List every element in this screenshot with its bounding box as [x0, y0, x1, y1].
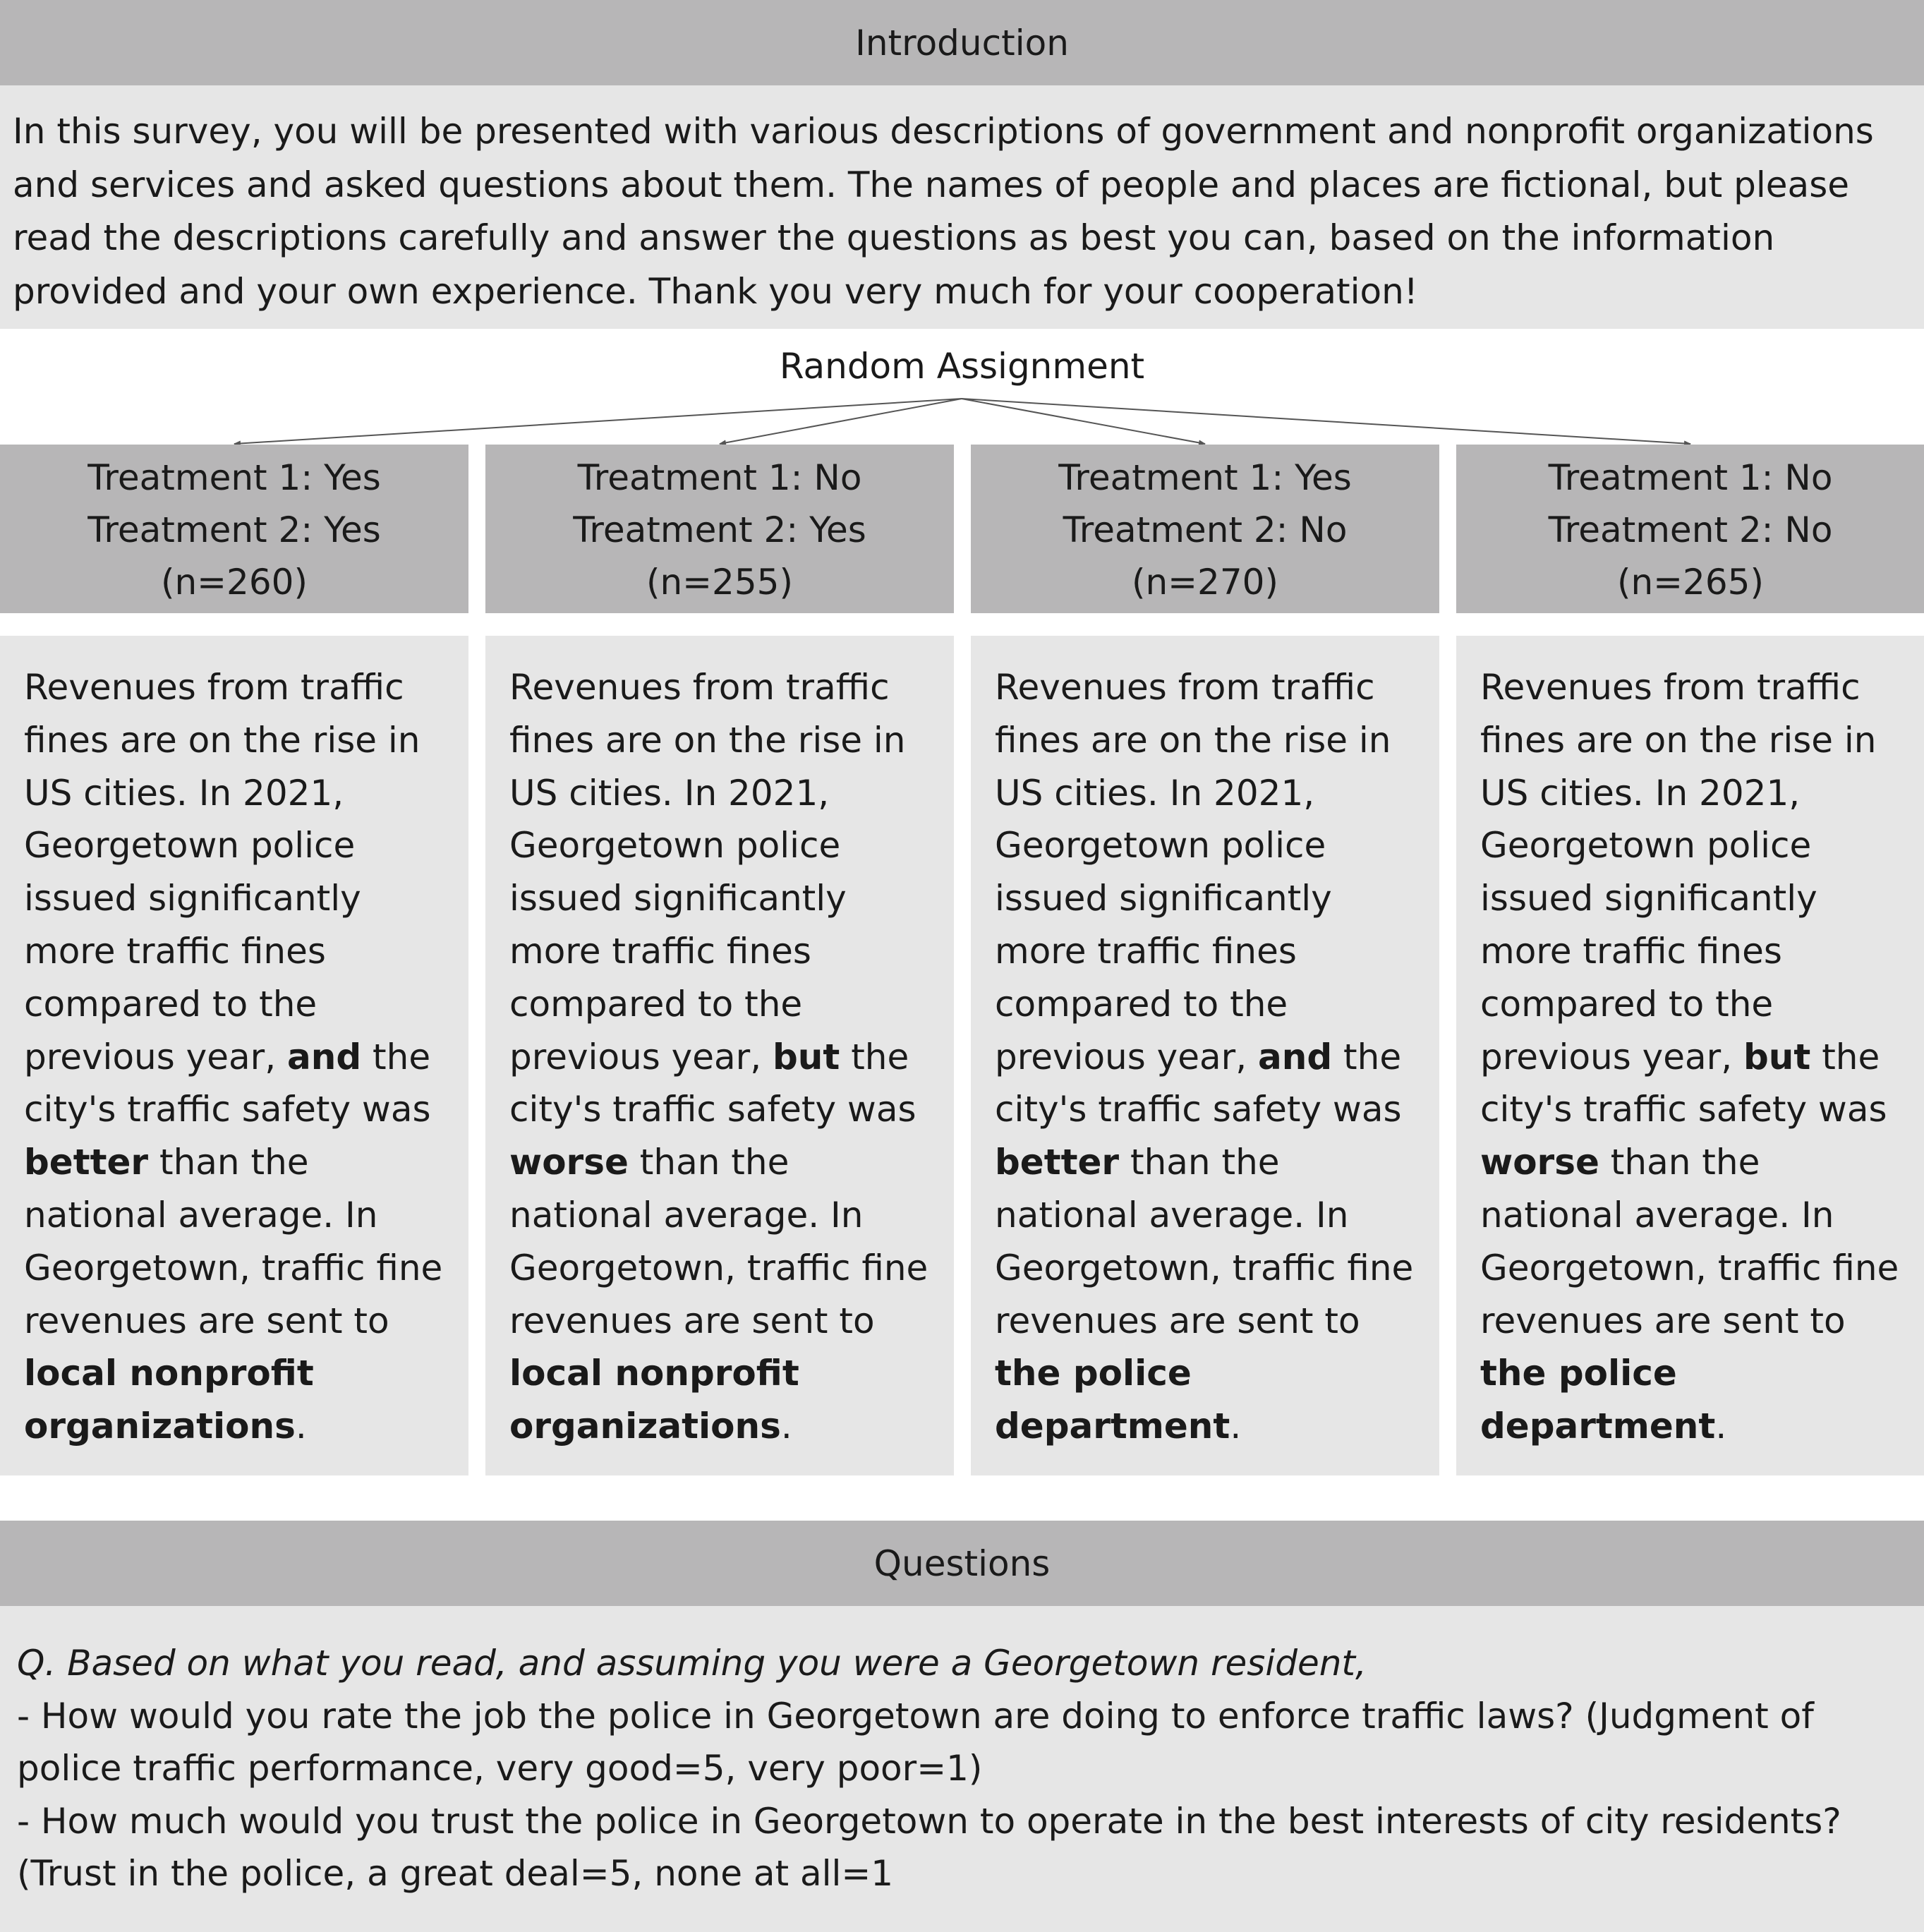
questions-title: Questions [873, 1542, 1051, 1584]
assignment-arrows [0, 0, 1924, 452]
group-4-text-d: . [1715, 1406, 1727, 1447]
group-4-text-b: the city's traffic safety was [1480, 1036, 1887, 1130]
group-1-treatment-2: Treatment 2: Yes [87, 509, 381, 550]
arrow-to-group-4 [962, 399, 1690, 444]
group-1-sample-size: (n=260) [160, 562, 308, 603]
group-3-text-d: . [1230, 1406, 1242, 1447]
group-2-text-c: than the national average. In Georgetown, traffic fine revenues are sent to [509, 1142, 928, 1341]
arrow-to-group-3 [962, 399, 1205, 444]
group-3-treatment-2: Treatment 2: No [1063, 509, 1348, 550]
question-1: - How would you rate the job the police in Georgetown are doing to enforce traffic laws? (Judgment of police traffic performance, very good=5, very poor=1) [17, 1695, 1814, 1789]
group-1-text-c: than the national average. In Georgetown, traffic fine revenues are sent to [24, 1142, 443, 1341]
group-1-bold-2: better [24, 1142, 149, 1183]
group-1-header [0, 445, 468, 613]
group-4-text-c: than the national average. In Georgetown, traffic fine revenues are sent to [1480, 1142, 1899, 1341]
group-1-text-b: the city's traffic safety was [24, 1036, 431, 1130]
group-2-text-d: . [780, 1406, 792, 1447]
group-2-treatment-2: Treatment 2: Yes [573, 509, 866, 550]
group-2-bold-3: local nonprofit organizations [509, 1353, 799, 1447]
arrow-to-group-1 [234, 399, 962, 444]
group-2-header [485, 445, 954, 613]
group-1-bold-3: local nonprofit organizations [24, 1353, 314, 1447]
questions-header [0, 1521, 1924, 1606]
introduction-text: In this survey, you will be presented with various descriptions of government and nonprofit organizations and services and asked questions about them. The names of people and places are fictional, but please read the descriptions carefully and answer the questions as best you can, based on the information provided and your own experience. Thank you very much for your cooperation! [13, 111, 1874, 312]
group-1-text-d: . [295, 1406, 307, 1447]
questions-body [0, 1606, 1924, 1932]
group-4-sample-size: (n=265) [1616, 562, 1765, 603]
group-4-vignette [1456, 636, 1924, 1475]
arrow-to-group-2 [720, 399, 962, 444]
group-2-vignette [485, 636, 954, 1475]
group-4-treatment-2: Treatment 2: No [1548, 509, 1833, 550]
group-4-treatment-1: Treatment 1: No [1548, 457, 1833, 498]
group-3-vignette [971, 636, 1439, 1475]
group-3-text-c: than the national average. In Georgetown, traffic fine revenues are sent to [995, 1142, 1414, 1341]
group-2-sample-size: (n=255) [646, 562, 794, 603]
group-2-text-a: Revenues from traffic fines are on the rise in US cities. In 2021, Georgetown police issued significantly more traffic fines compared to the previous year, [509, 667, 906, 1077]
question-2: - How much would you trust the police in Georgetown to operate in the best interests of city residents? (Trust in the police, a great deal=5, none at all=1 [17, 1800, 1841, 1894]
group-2-bold-2: worse [509, 1142, 629, 1183]
group-1-text-a: Revenues from traffic fines are on the rise in US cities. In 2021, Georgetown police issued significantly more traffic fines compared to the previous year, [24, 667, 421, 1077]
group-2-bold-1: but [773, 1036, 840, 1077]
group-2-treatment-1: Treatment 1: No [577, 457, 862, 498]
group-4-bold-2: worse [1480, 1142, 1599, 1183]
group-3-bold-1: and [1258, 1036, 1333, 1077]
group-1-treatment-1: Treatment 1: Yes [87, 457, 381, 498]
group-1-bold-1: and [287, 1036, 362, 1077]
group-3-text-b: the city's traffic safety was [995, 1036, 1402, 1130]
group-4-text-a: Revenues from traffic fines are on the rise in US cities. In 2021, Georgetown police issued significantly more traffic fines compared to the previous year, [1480, 667, 1877, 1077]
group-3-bold-2: better [995, 1142, 1120, 1183]
questions-lead: Q. Based on what you read, and assuming you were a Georgetown resident, [17, 1643, 1367, 1684]
group-3-text-a: Revenues from traffic fines are on the rise in US cities. In 2021, Georgetown police issued significantly more traffic fines compared to the previous year, [995, 667, 1391, 1077]
group-2-text-b: the city's traffic safety was [509, 1036, 916, 1130]
group-3-treatment-1: Treatment 1: Yes [1058, 457, 1352, 498]
group-4-bold-3: the police department [1480, 1353, 1716, 1447]
group-4-bold-1: but [1743, 1036, 1811, 1077]
group-3-sample-size: (n=270) [1131, 562, 1279, 603]
random-assignment-label: Random Assignment [779, 346, 1145, 387]
group-3-bold-3: the police department [995, 1353, 1230, 1447]
group-4-header [1456, 445, 1924, 613]
group-3-header [971, 445, 1439, 613]
introduction-title: Introduction [855, 22, 1069, 64]
group-1-vignette [0, 636, 468, 1475]
